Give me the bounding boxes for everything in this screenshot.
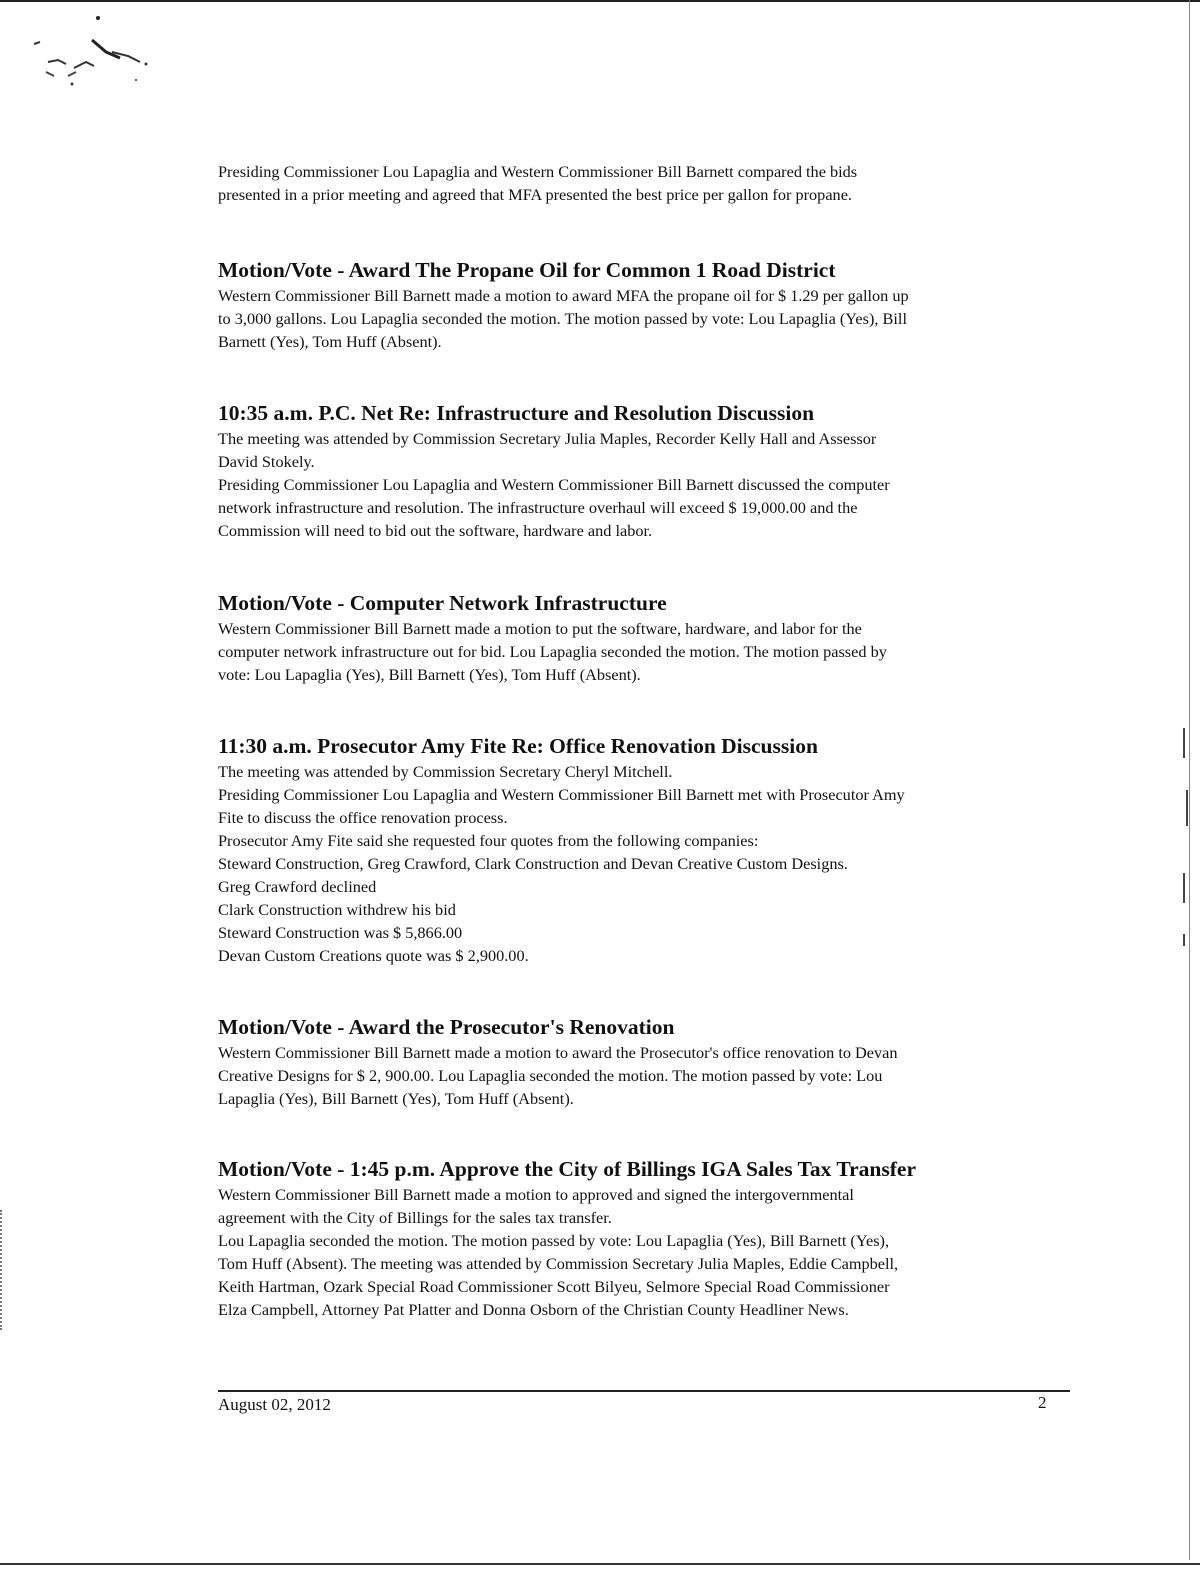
section-line: to 3,000 gallons. Lou Lapaglia seconded the motion. The motion passed by vote: Lou Lapaglia (Yes), Bill <box>218 309 907 328</box>
section-line: Tom Huff (Absent). The meeting was attended by Commission Secretary Julia Maples, Eddie Campbell, <box>218 1254 899 1273</box>
section-line: Western Commissioner Bill Barnett made a motion to award MFA the propane oil for $ 1.29 per gallon up <box>218 286 909 305</box>
section-line: Steward Construction, Greg Crawford, Clark Construction and Devan Creative Custom Designs. <box>218 854 848 873</box>
scan-left-marks <box>0 1210 4 1330</box>
section-line: network infrastructure and resolution. The infrastructure overhaul will exceed $ 19,000.00 and the <box>218 498 858 517</box>
section-line: Western Commissioner Bill Barnett made a motion to put the software, hardware, and labor for the <box>218 619 862 638</box>
scan-top-edge <box>0 0 1200 2</box>
section-heading: Motion/Vote - 1:45 p.m. Approve the City of Billings IGA Sales Tax Transfer <box>218 1157 917 1181</box>
section-line: Steward Construction was $ 5,866.00 <box>218 923 463 942</box>
section-heading: Motion/Vote - Award The Propane Oil for Common 1 Road District <box>218 258 836 282</box>
footer-date: August 02, 2012 <box>218 1395 331 1414</box>
section-line: Prosecutor Amy Fite said she requested four quotes from the following companies: <box>218 831 759 850</box>
section-line: Elza Campbell, Attorney Pat Platter and Donna Osborn of the Christian County Headliner News. <box>218 1300 849 1319</box>
section-line: Lapaglia (Yes), Bill Barnett (Yes), Tom Huff (Absent). <box>218 1089 574 1108</box>
margin-mark <box>1183 934 1185 946</box>
section-line: Clark Construction withdrew his bid <box>218 900 456 919</box>
section-propane-motion <box>218 257 1068 353</box>
scan-bottom-edge <box>0 1563 1200 1565</box>
section-network-motion <box>218 590 1068 686</box>
margin-mark <box>1183 873 1185 903</box>
section-line: Western Commissioner Bill Barnett made a motion to approved and signed the intergovernmental <box>218 1185 854 1204</box>
section-line: The meeting was attended by Commission Secretary Julia Maples, Recorder Kelly Hall and Assessor <box>218 429 877 448</box>
section-heading: Motion/Vote - Award the Prosecutor's Renovation <box>218 1015 675 1039</box>
intro-paragraph <box>218 160 1068 206</box>
scan-speckle-mark <box>28 12 158 92</box>
section-line: Barnett (Yes), Tom Huff (Absent). <box>218 332 442 351</box>
section-line: Greg Crawford declined <box>218 877 377 896</box>
scan-right-edge <box>1189 0 1190 1560</box>
section-heading: Motion/Vote - Computer Network Infrastructure <box>218 591 667 615</box>
page-number: 2 <box>1038 1393 1047 1412</box>
footer-rule <box>218 1390 1070 1392</box>
section-line: agreement with the City of Billings for the sales tax transfer. <box>218 1208 612 1227</box>
section-line: Presiding Commissioner Lou Lapaglia and Western Commissioner Bill Barnett discussed the computer <box>218 475 890 494</box>
section-line: Presiding Commissioner Lou Lapaglia and Western Commissioner Bill Barnett met with Prosecutor Amy <box>218 785 905 804</box>
section-line: Commission will need to bid out the software, hardware and labor. <box>218 521 653 540</box>
section-line: The meeting was attended by Commission Secretary Cheryl Mitchell. <box>218 762 673 781</box>
section-line: David Stokely. <box>218 452 315 471</box>
section-renovation-motion <box>218 1014 1068 1110</box>
intro-line: presented in a prior meeting and agreed that MFA presented the best price per gallon for propane. <box>218 185 852 204</box>
section-heading: 11:30 a.m. Prosecutor Amy Fite Re: Office Renovation Discussion <box>218 734 818 758</box>
section-renovation-discussion <box>218 733 1068 967</box>
section-line: Devan Custom Creations quote was $ 2,900.00. <box>218 946 529 965</box>
section-line: Keith Hartman, Ozark Special Road Commissioner Scott Bilyeu, Selmore Special Road Commissioner <box>218 1277 890 1296</box>
section-line: Lou Lapaglia seconded the motion. The motion passed by vote: Lou Lapaglia (Yes), Bill Barnett (Yes), <box>218 1231 890 1250</box>
intro-line: Presiding Commissioner Lou Lapaglia and Western Commissioner Bill Barnett compared the bids <box>218 162 858 181</box>
section-iga-motion <box>218 1156 1068 1321</box>
section-line: Western Commissioner Bill Barnett made a motion to award the Prosecutor's office renovation to Devan <box>218 1043 898 1062</box>
section-line: Fite to discuss the office renovation process. <box>218 808 508 827</box>
section-line: Creative Designs for $ 2, 900.00. Lou Lapaglia seconded the motion. The motion passed by vote: Lou <box>218 1066 883 1085</box>
section-line: computer network infrastructure out for bid. Lou Lapaglia seconded the motion. The motion passed by <box>218 642 887 661</box>
section-pc-net-discussion <box>218 400 1068 542</box>
margin-mark <box>1183 728 1185 758</box>
section-line: vote: Lou Lapaglia (Yes), Bill Barnett (Yes), Tom Huff (Absent). <box>218 665 641 684</box>
margin-mark <box>1186 790 1188 826</box>
section-heading: 10:35 a.m. P.C. Net Re: Infrastructure and Resolution Discussion <box>218 401 815 425</box>
